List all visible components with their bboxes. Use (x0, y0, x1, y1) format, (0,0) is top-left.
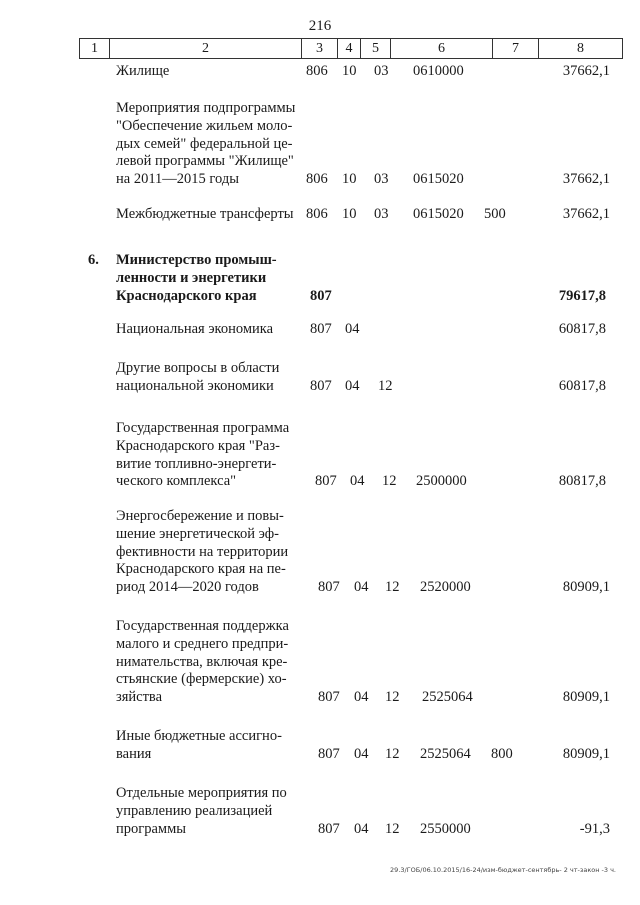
row-name: Мероприятия подпрограммы "Обеспечение жильем моло- дых семей" федеральной це- левой программы "Жилище" на 2011—2015 годы (116, 100, 296, 188)
cell-column-3: 807 (318, 820, 340, 837)
cell-column-4: 10 (342, 171, 357, 188)
cell-column-5: 12 (385, 745, 400, 762)
row-name: Межбюджетные трансферты (116, 206, 294, 222)
cell-column-8-amount: 79617,8 (558, 287, 606, 304)
row-name: Отдельные мероприятия по управлению реализацией программы (116, 785, 287, 837)
cell-column-8-amount: 80909,1 (562, 745, 610, 762)
row-name: Энергосбережение и повы- шение энергетической эф- фективности на территории Краснодарского края на пе- риод 2014—2020 годов (116, 508, 289, 596)
column-header-5: 5 (361, 39, 391, 59)
cell-column-3: 807 (318, 745, 340, 762)
row-name: Государственная поддержка малого и среднего предпри- нимательства, включая кре- стьянские (фермерские) хо- зяйства (116, 618, 289, 706)
row-name: Министерство промыш- ленности и энергетики Краснодарского края (116, 252, 277, 304)
cell-column-8-amount: 80909,1 (562, 689, 610, 706)
row-number: 6. (88, 252, 99, 268)
cell-column-8-amount: 60817,8 (558, 321, 606, 337)
cell-column-6: 2525064 (422, 689, 473, 706)
cell-column-5: 12 (385, 689, 400, 706)
cell-column-4: 04 (345, 377, 360, 394)
cell-column-7: 800 (491, 745, 513, 762)
cell-column-6: 0610000 (413, 63, 464, 79)
cell-column-4: 04 (354, 689, 369, 706)
cell-column-3: 807 (310, 377, 332, 394)
cell-column-4: 04 (354, 820, 369, 837)
cell-column-3: 806 (306, 171, 328, 188)
cell-column-3: 806 (306, 206, 328, 222)
cell-column-4: 04 (354, 745, 369, 762)
cell-column-4: 04 (354, 579, 369, 596)
cell-column-5: 12 (385, 820, 400, 837)
row-name: Национальная экономика (116, 321, 274, 337)
cell-column-5: 12 (378, 377, 393, 394)
cell-column-6: 2500000 (416, 473, 467, 490)
cell-column-5: 03 (374, 171, 389, 188)
cell-column-6: 0615020 (413, 206, 464, 222)
cell-column-5: 03 (374, 206, 389, 222)
column-header-3: 3 (302, 39, 338, 59)
cell-column-3: 807 (318, 689, 340, 706)
cell-column-3: 807 (310, 287, 332, 304)
cell-column-6: 2525064 (420, 745, 471, 762)
column-header-8: 8 (539, 39, 623, 59)
page-number: 216 (308, 18, 332, 34)
cell-column-5: 03 (374, 63, 389, 79)
cell-column-4: 10 (342, 206, 357, 222)
cell-column-4: 04 (345, 321, 360, 337)
row-name: Государственная программа Краснодарского края "Раз- витие топливно-энергети- ческого комплекса" (116, 420, 290, 490)
cell-column-8-amount: -91,3 (579, 820, 610, 837)
cell-column-3: 806 (306, 63, 328, 79)
cell-column-3: 807 (310, 321, 332, 337)
footer-file-note: 29.3/ГОБ/06.10.2015/16-24/изм-бюджет-сентябрь- 2 чт-закон -3 ч. (390, 866, 616, 874)
cell-column-8-amount: 80909,1 (562, 579, 610, 596)
column-header-4: 4 (338, 39, 361, 59)
column-header-1: 1 (80, 39, 110, 59)
cell-column-8-amount: 60817,8 (558, 377, 606, 394)
cell-column-3: 807 (315, 473, 337, 490)
cell-column-6: 2550000 (420, 820, 471, 837)
cell-column-7: 500 (484, 206, 506, 222)
cell-column-8-amount: 37662,1 (562, 63, 610, 79)
column-header-6: 6 (391, 39, 493, 59)
row-name: Жилище (116, 63, 170, 79)
column-header-2: 2 (110, 39, 302, 59)
cell-column-8-amount: 37662,1 (562, 171, 610, 188)
column-header-7: 7 (493, 39, 539, 59)
row-name: Иные бюджетные ассигно- вания (116, 728, 282, 762)
row-name: Другие вопросы в области национальной экономики (116, 360, 280, 394)
cell-column-8-amount: 37662,1 (562, 206, 610, 222)
cell-column-8-amount: 80817,8 (558, 473, 606, 490)
cell-column-6: 0615020 (413, 171, 464, 188)
cell-column-4: 04 (350, 473, 365, 490)
cell-column-3: 807 (318, 579, 340, 596)
cell-column-6: 2520000 (420, 579, 471, 596)
cell-column-4: 10 (342, 63, 357, 79)
cell-column-5: 12 (385, 579, 400, 596)
cell-column-5: 12 (382, 473, 397, 490)
